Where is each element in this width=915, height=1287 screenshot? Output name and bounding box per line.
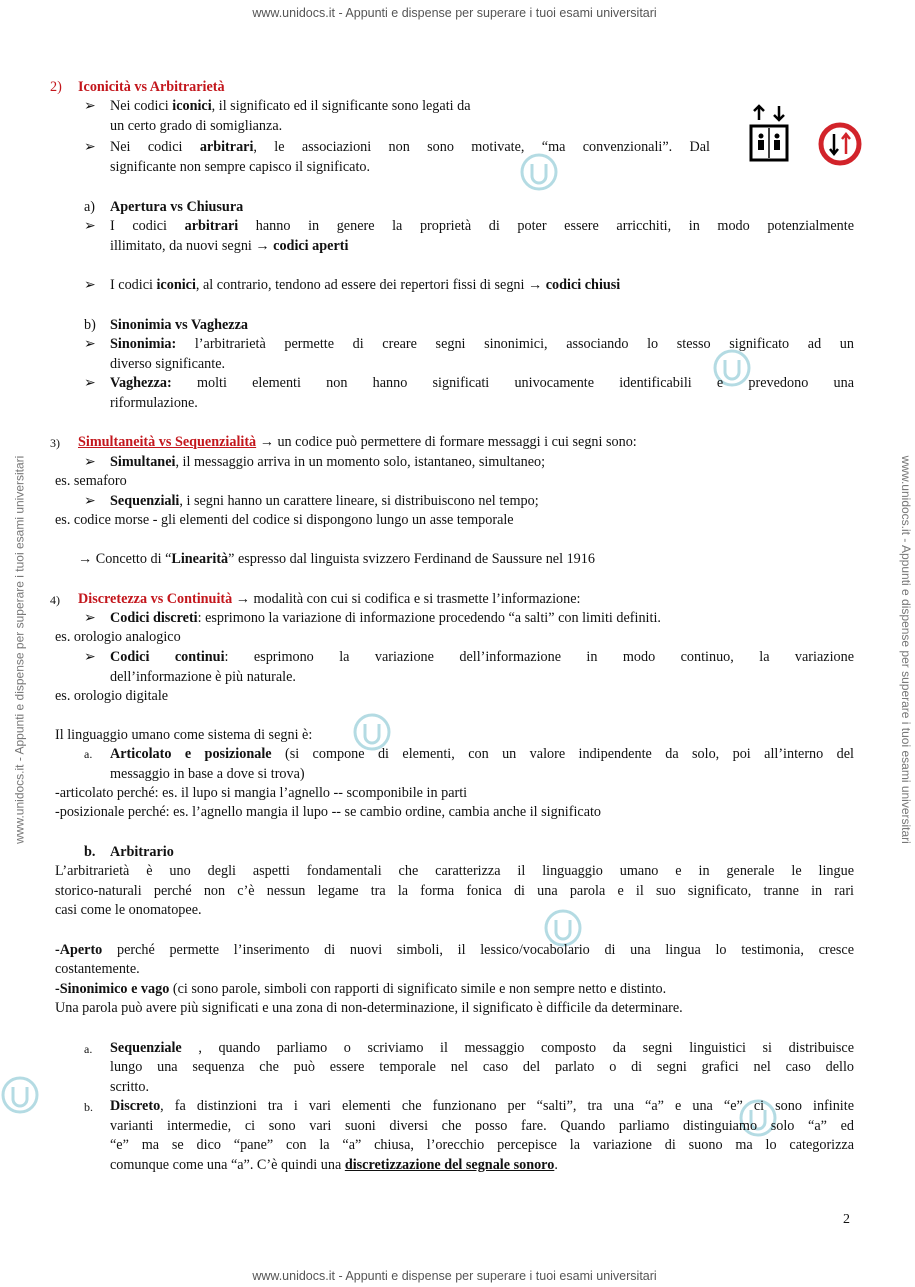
- list-item-cont: comunque come una “a”. C’è quindi una discretizzazione del segnale sonoro.: [110, 1157, 558, 1173]
- bullet-text-cont: riformulazione.: [110, 395, 198, 411]
- unidocs-logo-icon: [0, 1075, 40, 1115]
- list-item: Articolato e posizionale (si compone di elementi, con un valore indipendente da solo, poi all’interno del: [110, 746, 854, 762]
- section-title: Discretezza vs Continuità → modalità con cui si codifica e si trasmette l’informazione:: [78, 591, 581, 607]
- list-item-cont: messaggio in base a dove si trova): [110, 766, 305, 782]
- list-item-cont: varianti intermedie, ci sono vari suoni diversi che posso fare. Quando parliamo distinguiamo solo “a” ed: [110, 1118, 854, 1134]
- note-text: → Concetto di “Linearità” espresso dal linguista svizzero Ferdinand de Saussure nel 1916: [78, 551, 595, 567]
- bullet-text: Codici discreti: esprimono la variazione di informazione procedendo “a salti” con limiti definiti.: [110, 610, 661, 626]
- bullet-text: Nei codici iconici, il significato ed il significante sono legati da: [110, 98, 471, 114]
- page-number: 2: [843, 1212, 850, 1227]
- list-item: Discreto, fa distinzioni tra i vari elementi che funzionano per “salti”, tra una “a” e una “e” ci sono infinite: [110, 1098, 854, 1114]
- bullet-text-cont: dell’informazione è più naturale.: [110, 669, 296, 685]
- paragraph: Una parola può avere più significati e una zona di non-determinazione, il significato è difficile da determinare.: [55, 1000, 683, 1016]
- bullet-arrow-icon: ➢: [84, 277, 96, 293]
- list-item-title: Arbitrario: [110, 844, 174, 860]
- bullet-arrow-icon: ➢: [84, 375, 96, 391]
- priority-sign-icon: [818, 122, 862, 166]
- bullet-text: Nei codici arbitrari, le associazioni non sono motivate, “ma convenzionali”. Dal: [110, 139, 710, 155]
- bullet-arrow-icon: ➢: [84, 493, 96, 509]
- bullet-text-cont: significante non sempre capisco il significato.: [110, 159, 371, 175]
- paragraph: -posizionale perché: es. l’agnello mangia il lupo -- se cambio ordine, cambia anche il significato: [55, 804, 602, 820]
- section-number: 2): [50, 79, 62, 95]
- bullet-text: Vaghezza: molti elementi non hanno significati univocamente identificabili e prevedono una: [110, 375, 854, 391]
- paragraph: storico-naturali perché non c’è nessun legame tra la forma fonica di una parola e il suo significato, tranne in rari: [55, 883, 854, 899]
- section-number: 3): [50, 436, 60, 450]
- paragraph: costantemente.: [55, 961, 140, 977]
- example-text: es. codice morse - gli elementi del codice si dispongono lungo un asse temporale: [55, 512, 514, 528]
- example-text: es. orologio digitale: [55, 688, 169, 704]
- bullet-text: I codici iconici, al contrario, tendono ad essere dei repertori fissi di segni → codici chiusi: [110, 277, 621, 293]
- watermark-left: www.unidocs.it - Appunti e dispense per superare i tuoi esami universitari: [12, 455, 27, 844]
- section-title: Iconicità vs Arbitrarietà: [78, 79, 225, 95]
- bullet-arrow-icon: ➢: [84, 454, 96, 470]
- section-title: Simultaneità vs Sequenzialità → un codice può permettere di formare messaggi i cui segni sono:: [78, 434, 637, 450]
- list-number: b.: [84, 1100, 93, 1114]
- paragraph: Il linguaggio umano come sistema di segni è:: [55, 727, 313, 743]
- paragraph: -Aperto perché permette l’inserimento di nuovi simboli, il lessico/vocabolario di una lingua lo testimonia, cresce: [55, 942, 854, 958]
- subsection-number: b): [84, 317, 96, 333]
- bullet-text: Sequenziali, i segni hanno un carattere lineare, si distribuiscono nel tempo;: [110, 493, 539, 509]
- example-text: es. orologio analogico: [55, 629, 181, 645]
- section-number: 4): [50, 593, 60, 607]
- bullet-text-cont: diverso significante.: [110, 356, 226, 372]
- bullet-text: I codici arbitrari hanno in genere la proprietà di poter essere arricchiti, in modo potenzialmente: [110, 218, 854, 234]
- bullet-text: Sinonimia: l’arbitrarietà permette di creare segni sinonimici, associando lo stesso significato ad un: [110, 336, 854, 352]
- bullet-text-cont: un certo grado di somiglianza.: [110, 118, 283, 134]
- list-number: a.: [84, 1042, 93, 1056]
- unidocs-logo-icon: [519, 152, 559, 192]
- list-item-cont: “e” ma se dico “pane” con la “a” chiusa, l’orecchio percepisce la variazione di suono ma lo categorizza: [110, 1137, 854, 1153]
- subsection-title: Apertura vs Chiusura: [110, 199, 244, 215]
- bullet-arrow-icon: ➢: [84, 649, 96, 665]
- elevator-sign-icon: [748, 102, 790, 164]
- list-number: b.: [84, 844, 96, 860]
- list-item-cont: scritto.: [110, 1079, 150, 1095]
- bullet-text: Simultanei, il messaggio arriva in un momento solo, istantaneo, simultaneo;: [110, 454, 546, 470]
- paragraph: -articolato perché: es. il lupo si mangia l’agnello -- scomponibile in parti: [55, 785, 468, 801]
- bullet-arrow-icon: ➢: [84, 98, 96, 114]
- watermark-right: www.unidocs.it - Appunti e dispense per superare i tuoi esami universitari: [898, 455, 913, 844]
- list-item-cont: lungo una sequenza che può essere temporale nel caso del parlato o di segni grafici nel caso dello: [110, 1059, 854, 1075]
- bullet-arrow-icon: ➢: [84, 139, 96, 155]
- watermark-footer: www.unidocs.it - Appunti e dispense per superare i tuoi esami universitari: [252, 1269, 657, 1283]
- list-item: Sequenziale , quando parliamo o scriviamo il messaggio composto da segni linguistici si distribuisce: [110, 1040, 854, 1056]
- example-text: es. semaforo: [55, 473, 127, 489]
- bullet-arrow-icon: ➢: [84, 336, 96, 352]
- bullet-arrow-icon: ➢: [84, 610, 96, 626]
- paragraph: casi come le onomatopee.: [55, 902, 202, 918]
- paragraph: -Sinonimico e vago (ci sono parole, simboli con rapporti di significato simile e non sempre netto e distinto.: [55, 981, 667, 997]
- subsection-number: a): [84, 199, 96, 215]
- paragraph: L’arbitrarietà è uno degli aspetti fondamentali che caratterizza il linguaggio umano e in generale le lingue: [55, 863, 854, 879]
- subsection-title: Sinonimia vs Vaghezza: [110, 317, 248, 333]
- list-number: a.: [84, 747, 93, 761]
- watermark-header: www.unidocs.it - Appunti e dispense per superare i tuoi esami universitari: [252, 6, 657, 20]
- bullet-text: Codici continui: esprimono la variazione dell’informazione in modo continuo, la variazione: [110, 649, 854, 665]
- bullet-arrow-icon: ➢: [84, 218, 96, 234]
- bullet-text-cont: illimitato, da nuovi segni → codici aperti: [110, 238, 349, 254]
